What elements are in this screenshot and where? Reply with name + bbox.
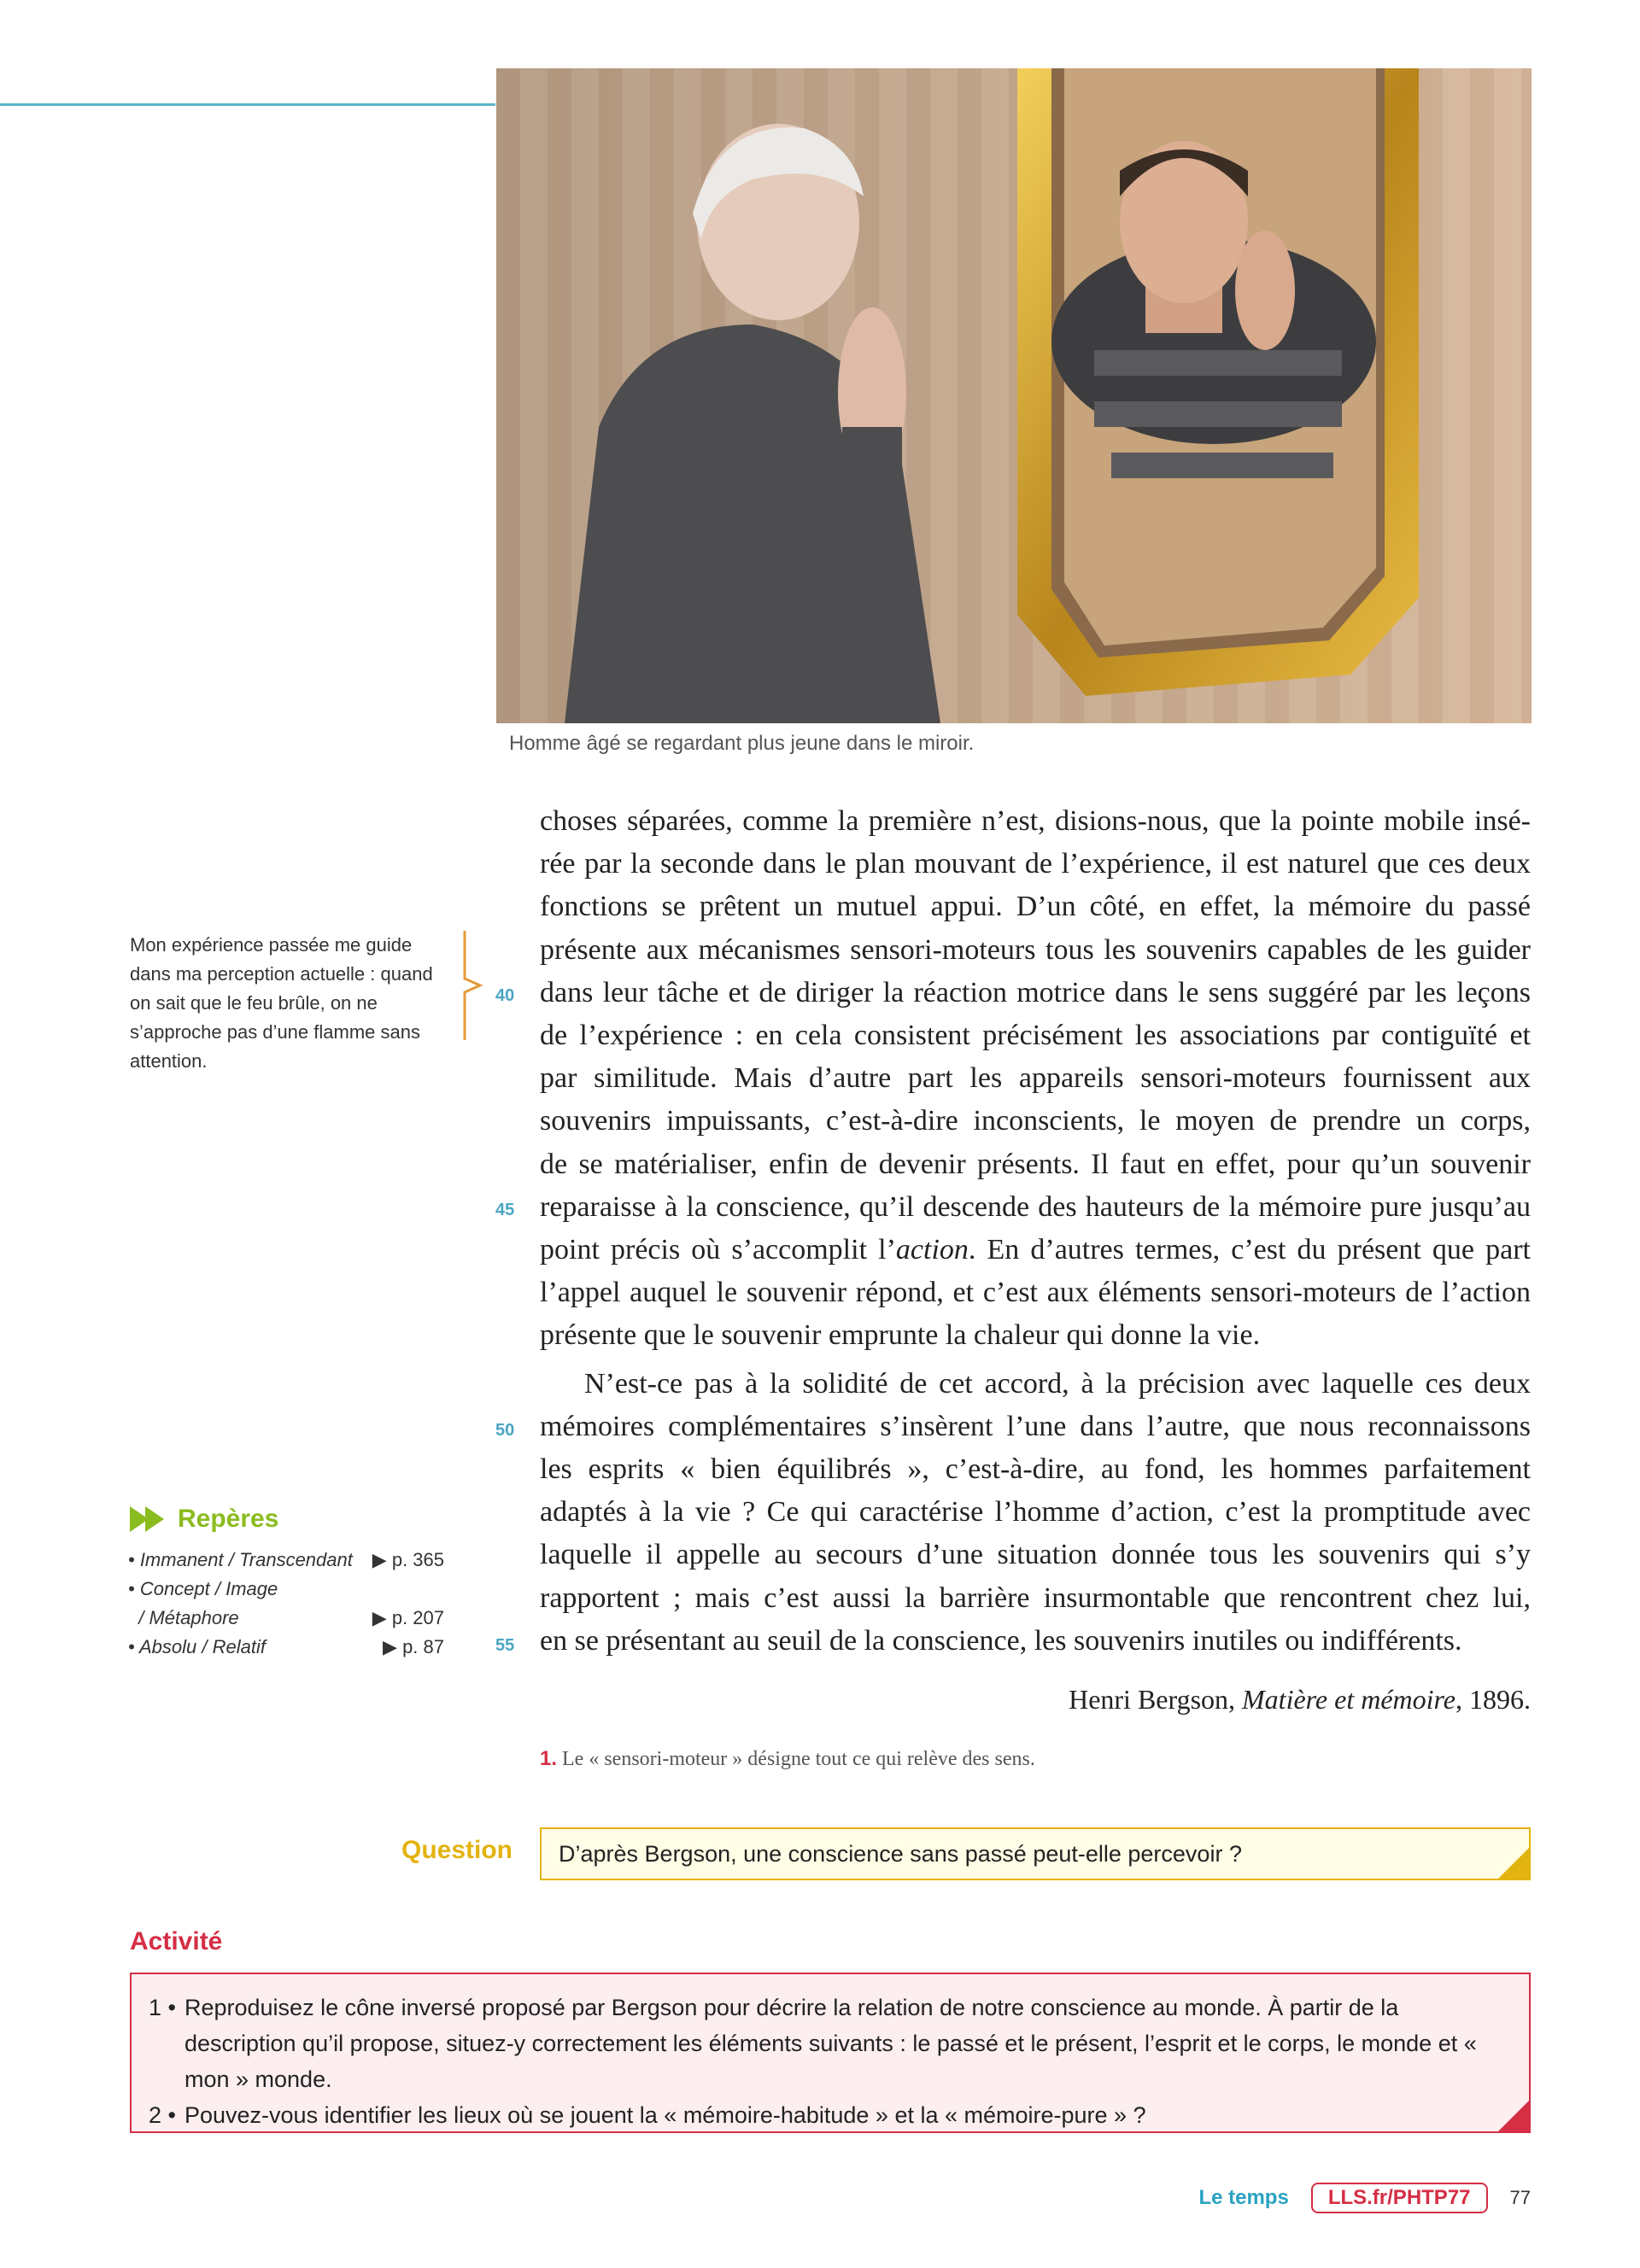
footnote-number: 1.: [540, 1747, 558, 1770]
reperes-item-label: / Métaphore: [128, 1607, 239, 1628]
figure-caption: Homme âgé se regardant plus jeune dans le miroir.: [509, 732, 975, 755]
reperes-item-label: • Concept / Image: [128, 1578, 278, 1599]
page-footer: [1198, 2183, 1531, 2213]
activite-item-text: Pouvez-vous identifier les lieux où se jouent la « mémoire-habitude » et la « mémoire-pure » ?: [184, 2102, 1146, 2128]
text-line: reparaisse à la conscience, qu’il descende des hauteurs de la mémoire pure jusqu’au: [540, 1190, 1531, 1223]
source-year: , 1896.: [1456, 1684, 1531, 1715]
activite-corner: [1496, 2099, 1531, 2133]
page-number: 77: [1509, 2187, 1531, 2208]
text-line: mémoires complémentaires s’insèrent l’une dans l’autre, que nous reconnaissons: [540, 1410, 1531, 1442]
reperes-item-page[interactable]: ▶ p. 87: [383, 1636, 444, 1657]
question-corner: [1496, 1846, 1531, 1880]
margin-note: Mon expérience passée me guide dans ma perception actuelle : quand on sait que le feu brûle, on ne s’approche pas d’une flamme sans attention.: [130, 934, 433, 1072]
activite-item-text: Reproduisez le cône inversé proposé par Bergson pour décrire la relation de notre conscience au monde. À partir de la description qu’il propose, situez-y correctement les éléments suivants : le passé et le présent, l’esprit et le corps, le monde et « mon » monde.: [184, 1995, 1477, 2092]
text-line: les esprits « bien équilibrés », c’est-à-dire, au fond, les hommes parfaitement: [540, 1453, 1531, 1486]
text-line: de se matérialiser, enfin de devenir présents. Il faut en effet, pour qu’un souvenir: [540, 1148, 1531, 1180]
activite-label: Activité: [130, 1927, 223, 1955]
chapter-title: Le temps: [1198, 2186, 1289, 2209]
text-italic-action: action: [895, 1234, 969, 1266]
text-line: N’est-ce pas à la solidité de cet accord, à la précision avec laquelle ces deux: [584, 1367, 1531, 1400]
text-line: rapportent ; mais c’est aussi la barrière insurmontable que rencontrent chez lui,: [540, 1581, 1531, 1614]
text-line: adaptés à la vie ? Ce qui caractérise l’homme d’action, c’est la promptitude avec: [540, 1496, 1531, 1529]
line-number-55: 55: [495, 1636, 515, 1655]
text-line: choses séparées, comme la première n’est, disions-nous, que la pointe mobile insé-: [540, 805, 1531, 837]
source-citation: [1069, 1684, 1531, 1716]
activite-box: [130, 1973, 1531, 2133]
question-label: Question: [401, 1836, 513, 1864]
line-number-50: 50: [495, 1421, 515, 1440]
footnote-text: Le « sensori-moteur » désigne tout ce qui relève des sens.: [557, 1748, 1035, 1770]
activite-item: [149, 2097, 1512, 2133]
reperes-item: [128, 1575, 444, 1604]
mirror-photo: [496, 68, 1532, 723]
activite-item-number: 1 •: [149, 1995, 176, 2020]
text-line: rée par la seconde dans le plan mouvant de l’expérience, il est naturel que ces deux: [540, 848, 1531, 880]
activite-item-number: 2 •: [149, 2102, 176, 2128]
reperes-item-page[interactable]: ▶ p. 207: [372, 1607, 444, 1628]
question-text: D’après Bergson, une conscience sans passé peut-elle percevoir ?: [559, 1841, 1242, 1867]
text-line: fonctions se prêtent un mutuel appui. D’un côté, en effet, la mémoire du passé: [540, 891, 1531, 923]
source-author: Henri Bergson,: [1069, 1684, 1243, 1715]
question-box: [540, 1827, 1531, 1880]
header-rule: [0, 103, 495, 106]
text-line: dans leur tâche et de diriger la réaction motrice dans le sens suggéré par les leçons: [540, 976, 1531, 1008]
line-number-40: 40: [495, 986, 515, 1005]
text-line: [540, 1229, 1531, 1271]
footnote: [540, 1747, 1035, 1771]
text-line: l’appel auquel le souvenir répond, et c’est aux éléments sensori-moteurs de l’action: [540, 1277, 1531, 1309]
lls-link[interactable]: LLS.fr/PHTP77: [1311, 2183, 1488, 2213]
text-line: laquelle il appelle au secours d’une situation donnée tous les souvenirs qui s’y: [540, 1539, 1531, 1571]
text-line: par similitude. Mais d’autre part les appareils sensori-moteurs fournissent aux: [540, 1062, 1531, 1095]
text-line: présente aux mécanismes sensori-moteurs tous les souvenirs capables de les guider: [540, 933, 1531, 966]
text-line: de l’expérience : en cela consistent précisément les associations par contiguïté et: [540, 1020, 1531, 1052]
reperes-list: [128, 1546, 444, 1662]
activite-item: [149, 1990, 1512, 2097]
line-number-45: 45: [495, 1201, 515, 1219]
double-arrow-icon: [130, 1506, 169, 1532]
reperes-item: [128, 1633, 444, 1662]
reperes-item: [128, 1546, 444, 1575]
text-run: . En d’autres termes, c’est du présent que part: [968, 1234, 1531, 1266]
margin-note-brace: [461, 931, 487, 1040]
reperes-title: [130, 1505, 278, 1534]
reperes-item-label: • Absolu / Relatif: [128, 1636, 266, 1657]
reperes-item-label: • Immanent / Transcendant: [128, 1549, 353, 1570]
text-line: en se présentant au seuil de la conscience, les souvenirs inutiles ou indifférents.: [540, 1624, 1462, 1657]
main-text: [540, 800, 1531, 1663]
text-line: présente que le souvenir emprunte la chaleur qui donne la vie.: [540, 1319, 1261, 1352]
paragraph-2: [540, 1363, 1531, 1663]
reperes-title-text: Repères: [178, 1505, 279, 1533]
reperes-item: [128, 1604, 444, 1633]
reperes-item-page[interactable]: ▶ p. 365: [372, 1549, 444, 1570]
text-line: souvenirs impuissants, c’est-à-dire inconscients, le moyen de prendre un corps,: [540, 1105, 1531, 1137]
source-work: Matière et mémoire: [1242, 1684, 1456, 1715]
text-run: point précis où s’accomplit l’: [540, 1234, 896, 1266]
paragraph-1: [540, 800, 1531, 1358]
